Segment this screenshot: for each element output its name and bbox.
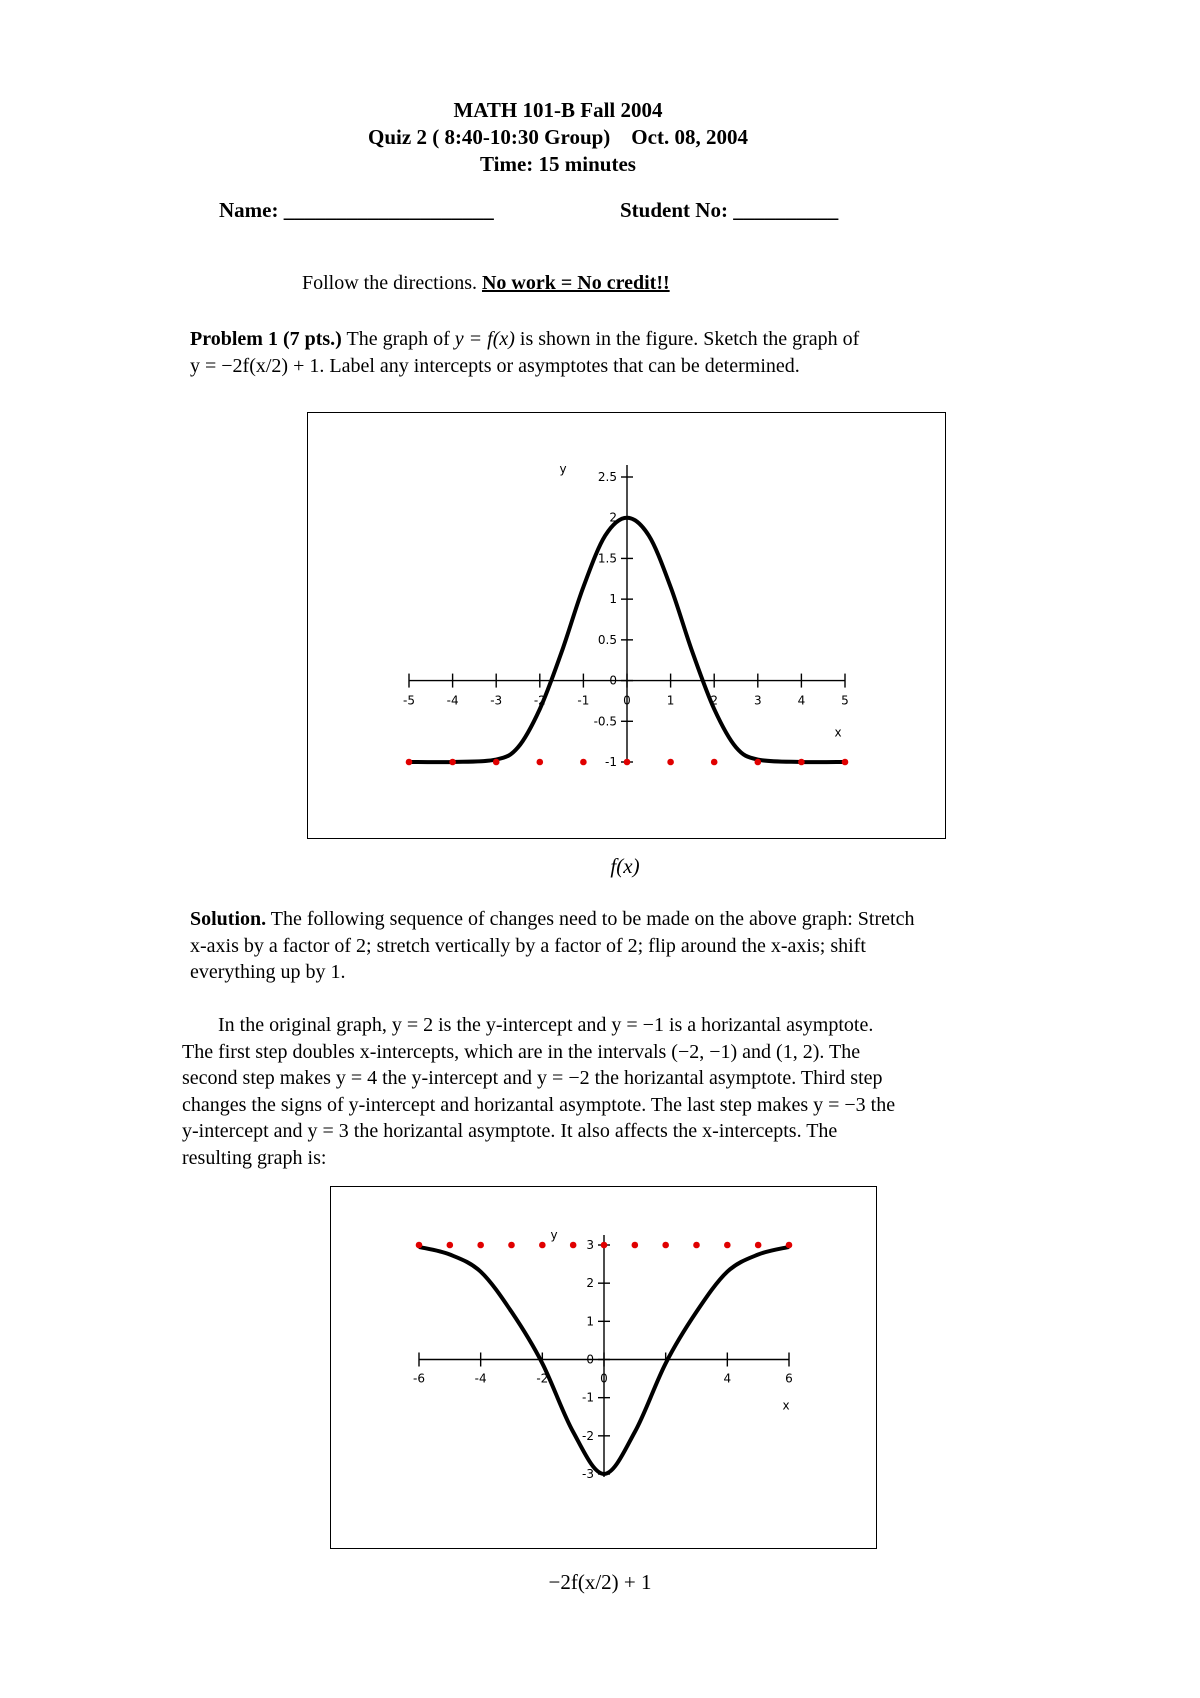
asymptote-dot (724, 1242, 731, 1249)
x-axis-label: x (834, 725, 842, 740)
no-work-no-credit: No work = No credit!! (481, 272, 670, 294)
asymptote-dot (447, 1242, 454, 1249)
problem-text-b: is shown in the figure. Sketch the graph of (514, 328, 860, 350)
problem-eq-2: y = −2f(x/2) + 1 (190, 354, 320, 377)
asymptote-dot (406, 759, 413, 766)
solution-line-3: everything up by 1. (190, 961, 346, 983)
name-label: Name: (219, 198, 279, 222)
asymptote-dot (662, 1242, 669, 1249)
asymptote-dot (508, 1242, 515, 1249)
problem-statement (190, 326, 1090, 379)
solution-paragraph-2 (182, 1012, 1082, 1171)
x-tick-label: -1 (577, 693, 590, 708)
student-no-label: Student No: (620, 198, 728, 222)
asymptote-dot (477, 1242, 484, 1249)
y-tick-label: -0.5 (593, 714, 617, 729)
y-tick-label: 1 (586, 1314, 594, 1329)
y-tick-label: -3 (582, 1467, 594, 1481)
asymptote-dot (624, 759, 631, 766)
asymptote-dot (667, 759, 674, 766)
asymptote-dot (449, 759, 456, 766)
x-tick-label: -4 (474, 1371, 487, 1386)
x-tick-label: -2 (536, 1371, 549, 1386)
x-tick-label: 4 (797, 693, 806, 708)
solution-p2-line-6: resulting graph is: (182, 1146, 327, 1169)
y-tick-label: -1 (605, 755, 617, 769)
y-tick-label: 0 (609, 673, 617, 688)
solution-p2-line-5: y-intercept and y = 3 the horizantal asymptote. It also affects the x-intercepts. The (182, 1120, 838, 1142)
asymptote-dot (755, 759, 762, 766)
problem-eq-1: y = f(x) (454, 328, 515, 350)
asymptote-dot (842, 759, 849, 766)
solution-line-2: x-axis by a factor of 2; stretch vertically by a factor of 2; flip around the x-axis; shift (190, 934, 866, 957)
x-tick-label: -2 (533, 693, 546, 708)
solution-p2-line-1: In the original graph, y = 2 is the y-intercept and y = −1 is a horizantal asymptote. (218, 1014, 874, 1036)
asymptote-dot (580, 759, 587, 766)
y-tick-label: 0.5 (597, 632, 617, 647)
y-tick-label: -2 (582, 1428, 594, 1443)
figure-1-caption: f(x) (610, 854, 640, 878)
x-tick-label: 1 (666, 693, 675, 708)
y-axis-label: y (559, 462, 567, 476)
asymptote-dot (416, 1242, 423, 1249)
solution-line-1 (190, 906, 1090, 933)
student-no-field[interactable] (620, 198, 838, 223)
figure-1-chart (308, 413, 944, 837)
directions (302, 270, 670, 297)
x-tick-label: 4 (723, 1371, 732, 1386)
problem-line-1 (190, 326, 1090, 353)
name-blank[interactable]: ____________________ (283, 198, 494, 222)
y-axis-label: y (550, 1228, 558, 1242)
x-tick-label: 0 (623, 693, 631, 708)
asymptote-dot (798, 759, 805, 766)
x-tick-label: 2 (710, 693, 719, 708)
asymptote-dot (755, 1242, 762, 1249)
x-tick-label: -3 (490, 693, 503, 708)
x-tick-label: -4 (446, 693, 459, 708)
asymptote-dot (632, 1242, 639, 1249)
solution-p2-line-2: The first step doubles x-intercepts, which are in the intervals (−2, −1) and (1, 2). The (182, 1040, 861, 1063)
student-no-blank[interactable]: __________ (733, 198, 839, 222)
y-tick-label: 1.5 (597, 551, 617, 566)
solution-p2-line-4: changes the signs of y-intercept and horizantal asymptote. The last step makes y = −3 the (182, 1093, 896, 1116)
x-tick-label: -5 (403, 693, 415, 708)
problem-text-c: . Label any intercepts or asymptotes that can be determined. (319, 354, 800, 377)
figure-2-chart (331, 1187, 875, 1547)
x-tick-label: -6 (413, 1371, 425, 1386)
solution-text-1: The following sequence of changes need to be made on the above graph: Stretch (266, 908, 915, 930)
asymptote-dot (711, 759, 718, 766)
solution-p2-line-3: second step makes y = 4 the y-intercept and y = −2 the horizantal asymptote. Third step (182, 1067, 883, 1089)
y-tick-label: 0 (586, 1352, 594, 1367)
x-tick-label: 5 (841, 693, 849, 708)
y-tick-label: -1 (582, 1390, 594, 1405)
asymptote-dot (537, 759, 544, 766)
solution-label: Solution. (190, 908, 267, 930)
x-axis-label: x (782, 1398, 790, 1413)
name-field[interactable] (219, 198, 494, 223)
y-tick-label: 2.5 (597, 470, 617, 484)
problem-text-a: The graph of (341, 328, 455, 350)
y-tick-label: 2 (586, 1276, 594, 1291)
x-tick-label: 6 (785, 1371, 793, 1386)
y-tick-label: 3 (586, 1238, 594, 1252)
problem-line-2 (190, 353, 1090, 380)
course-title: MATH 101-B Fall 2004 (453, 98, 663, 122)
figure-2-caption: −2f(x/2) + 1 (548, 1570, 652, 1594)
asymptote-dot (570, 1242, 577, 1249)
directions-text: Follow the directions. (302, 272, 477, 294)
y-tick-label: 2 (609, 510, 617, 525)
time-limit: Time: 15 minutes (480, 152, 636, 176)
figure-1-frame (307, 412, 946, 839)
problem-label: Problem 1 (7 pts.) (190, 328, 342, 350)
asymptote-dot (693, 1242, 700, 1249)
y-tick-label: 1 (609, 592, 617, 607)
asymptote-dot (493, 759, 500, 766)
x-tick-label: 3 (753, 693, 762, 708)
figure-2-frame (330, 1186, 877, 1549)
asymptote-dot (539, 1242, 546, 1249)
asymptote-dot (786, 1242, 793, 1249)
solution-paragraph-1 (190, 906, 1090, 986)
x-tick-label: 0 (600, 1371, 608, 1386)
asymptote-dot (601, 1242, 608, 1249)
quiz-title: Quiz 2 ( 8:40-10:30 Group) Oct. 08, 2004 (368, 125, 748, 149)
